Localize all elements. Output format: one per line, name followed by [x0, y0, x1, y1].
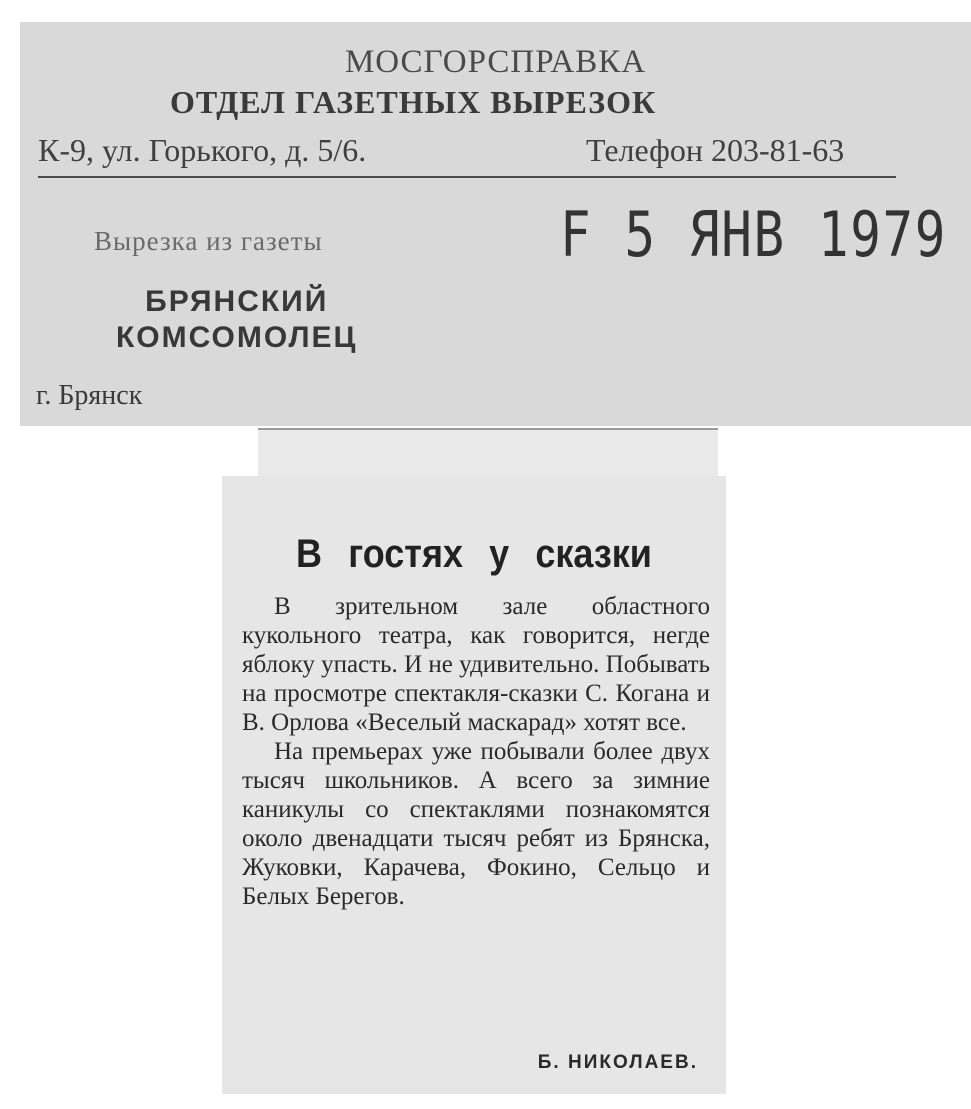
header-divider	[38, 176, 896, 178]
agency-stamp-header	[20, 22, 971, 426]
article-title: В гостях у сказки	[296, 532, 652, 576]
article-paragraph: В зрительном зале областного кукольного театра, как говорится, негде яблоку упасть. И не удивительно. Побывать на просмотре спектакля-сказки С. Когана и В. Орлова «Веселый маскарад» хотят все.	[242, 593, 710, 736]
newspaper-name-line1: БРЯНСКИЙ	[145, 285, 329, 318]
date-stamp: F 5 ЯНВ 1979	[560, 198, 947, 271]
department-name: ОТДЕЛ ГАЗЕТНЫХ ВЫРЕЗОК	[170, 84, 657, 120]
newspaper-name-line2: КОМСОМОЛЕЦ	[116, 321, 358, 354]
article-author: Б. НИКОЛАЕВ.	[537, 1052, 698, 1073]
clipping-top-edge	[258, 428, 718, 482]
clipping-label: Вырезка из газеты	[94, 226, 323, 256]
article-body	[242, 592, 710, 911]
agency-address: К-9, ул. Горького, д. 5/6.	[38, 132, 367, 168]
article-paragraph: На премьерах уже побывали более двух тысяч школьников. А всего за зимние каникулы со спектаклями познакомятся около двенадцати тысяч ребят из Брянска, Жуковки, Карачева, Фокино, Сельцо и Белых Берегов.	[242, 738, 710, 910]
agency-phone: Телефон 203-81-63	[586, 132, 845, 168]
newspaper-name	[116, 284, 357, 356]
agency-name: МОСГОРСПРАВКА	[344, 44, 647, 80]
newspaper-city: г. Брянск	[36, 380, 143, 411]
newspaper-clipping	[222, 476, 726, 1094]
